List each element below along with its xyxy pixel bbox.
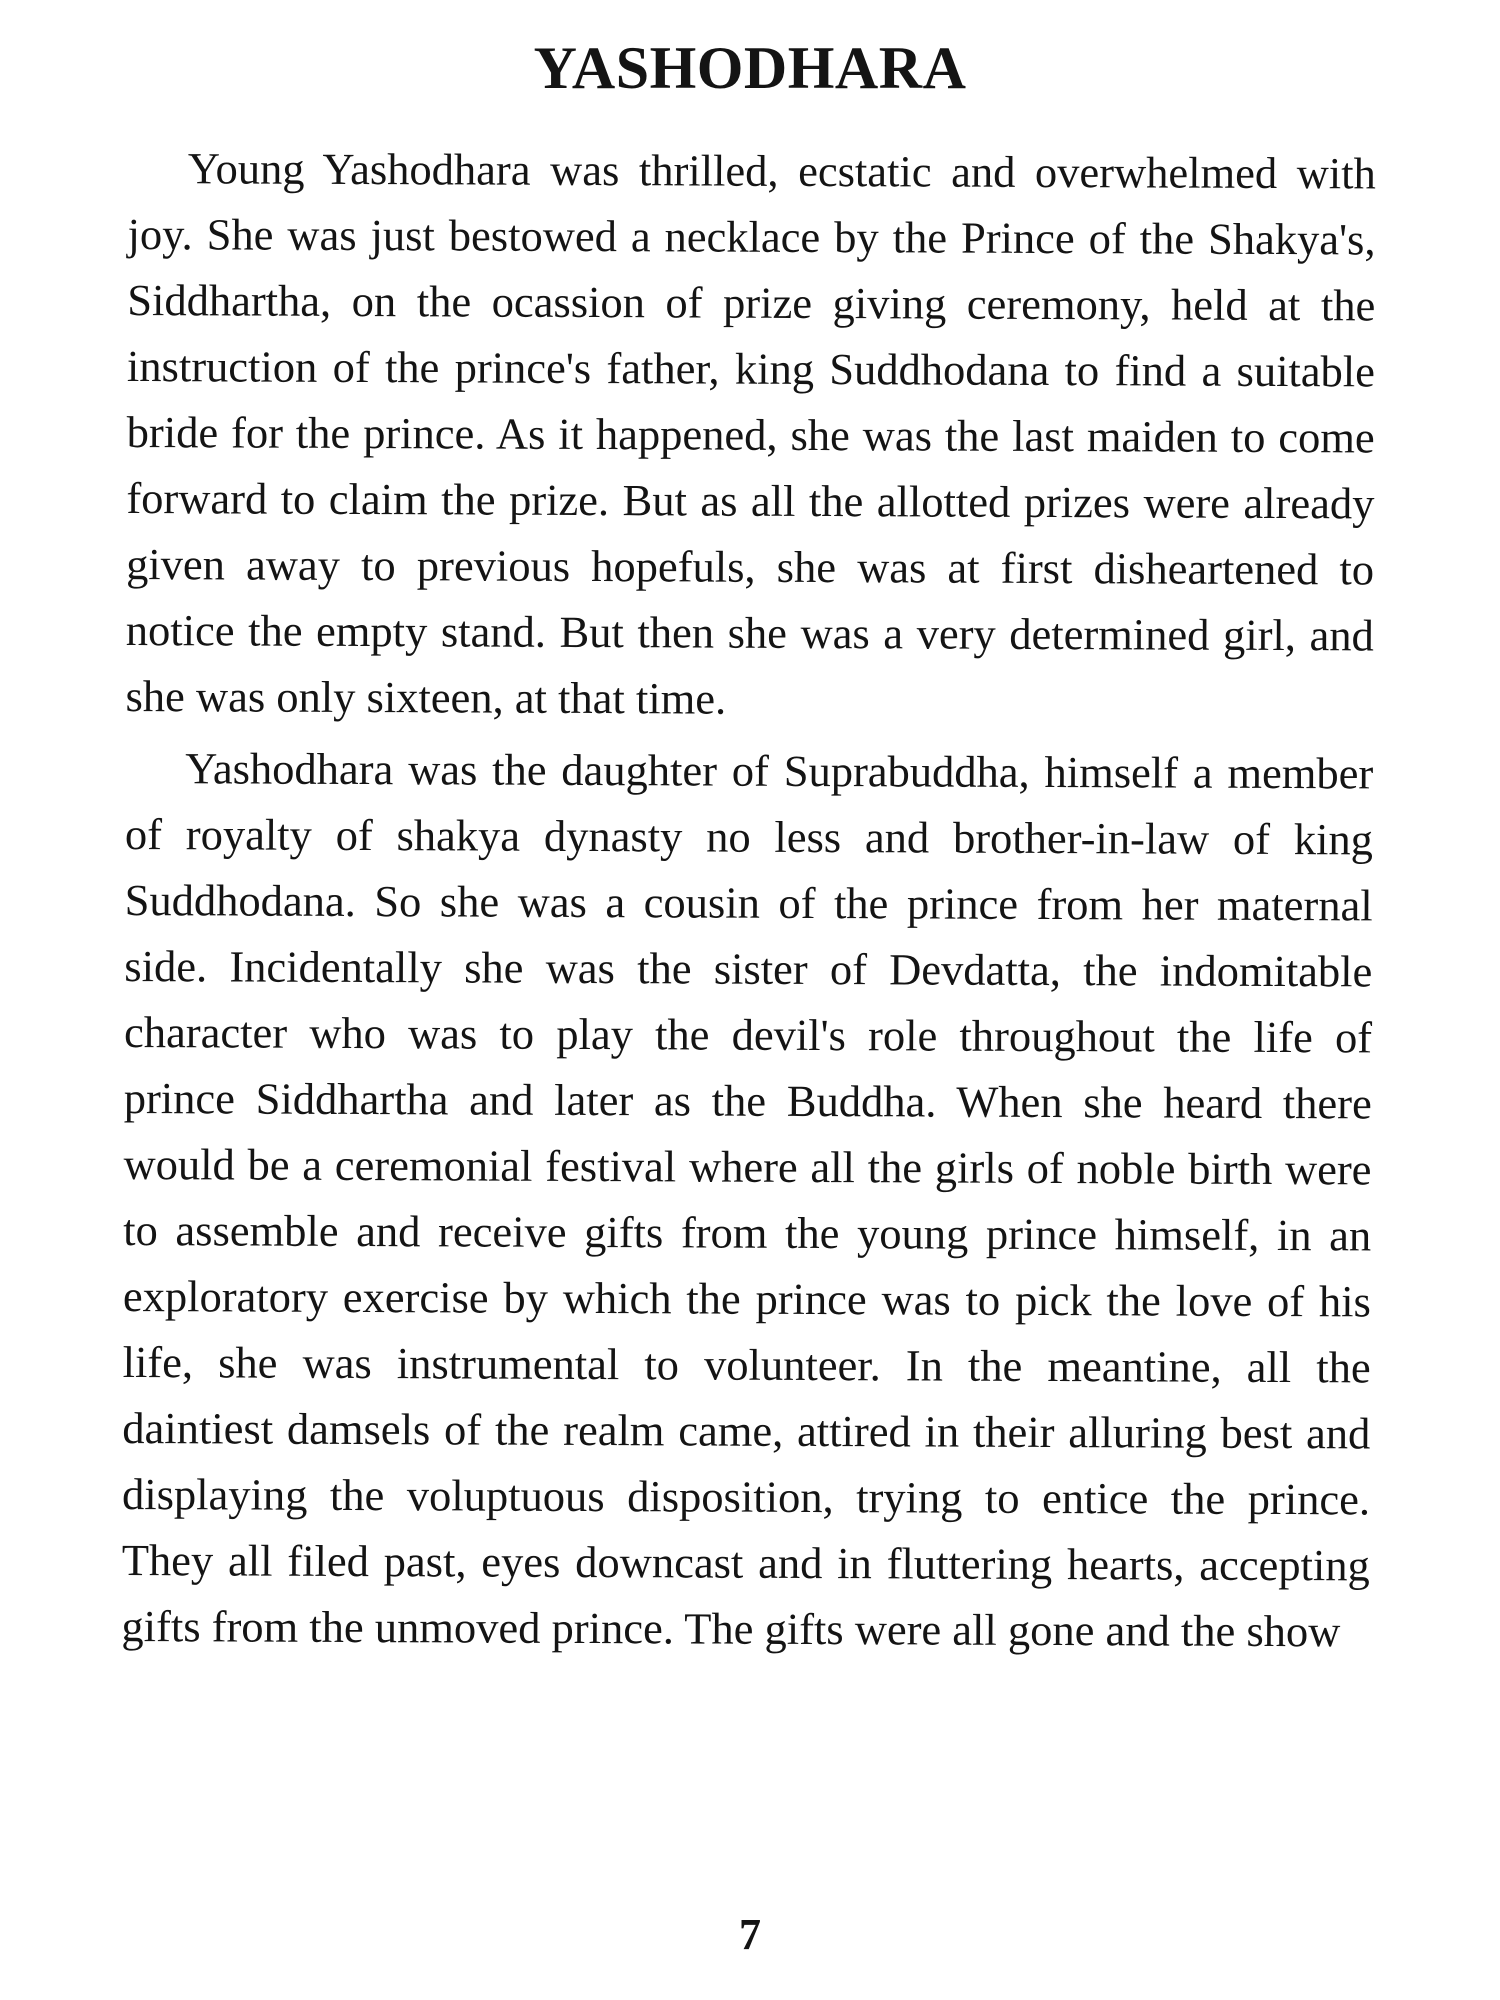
paragraph-1: Young Yashodhara was thrilled, ecstatic and overwhelmed with joy. She was just bestowed a necklace by the Prince of the Shakya's, Siddhartha, on the ocassion of prize giving ceremony, held at the instruction of the prince's father, king Suddhodana to find a suitable bride for the prince. As it happened, she was the last maiden to come forward to claim the prize. But as all the allotted prizes were already given away to previous hopefuls, she was at first disheartened to notice the empty stand. But then she was a very determined girl, and she was only sixteen, at that time. — [125, 143, 1376, 724]
paragraph-2: Yashodhara was the daughter of Suprabuddha, himself a member of royalty of shakya dynasty no less and brother-in-law of king Suddhodana. So she was a cousin of the prince from her maternal side. Incidentally she was the sister of Devdatta, the indomitable character who was to play the devil's role throughout the life of prince Siddhartha and later as the Buddha. When she heard there would be a ceremonial festival where all the girls of noble birth were to assemble and receive gifts from the young prince himself, in an exploratory exercise by which the prince was to pick the love of his life, she was instrumental to volunteer. In the meantine, all the daintiest damsels of the realm came, attired in their alluring best and displaying the voluptuous disposition, trying to entice the prince. They all filed past, eyes downcast and in fluttering hearts, accepting gifts from the unmoved prince. The gifts were all gone and the show — [121, 743, 1374, 1657]
page-number: 7 — [739, 1910, 761, 1959]
chapter-title: YASHODHARA — [533, 35, 967, 101]
body-text — [121, 135, 1376, 1670]
